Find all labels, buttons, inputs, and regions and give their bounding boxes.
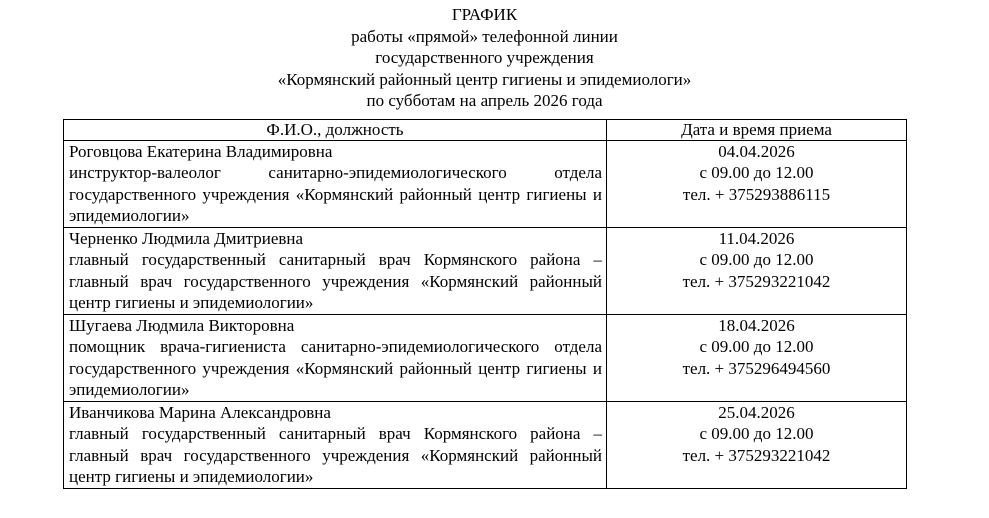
person-position: помощник врача-гигиениста санитарно-эпидемиологического отдела государственного учреждения «Кормянский районный центр гигиены и эпидемиологии»: [69, 337, 602, 399]
datetime-cell: [607, 227, 907, 314]
table-row: [64, 314, 907, 401]
person-name: Иванчикова Марина Александровна: [69, 402, 331, 422]
datetime-cell: [607, 401, 907, 488]
datetime-cell: [607, 140, 907, 227]
reception-date: 18.04.2026: [718, 315, 795, 335]
reception-time: с 09.00 до 12.00: [699, 163, 814, 182]
reception-date: 04.04.2026: [718, 141, 795, 161]
person-cell: [64, 140, 607, 227]
person-cell: [64, 227, 607, 314]
column-header-date-time: Дата и время приема: [607, 119, 907, 140]
document-title-block: [63, 4, 906, 112]
title-line-center-name: «Кормянский районный центр гигиены и эпидемиологи»: [277, 69, 692, 89]
table-row: [64, 140, 907, 227]
person-name: Шугаева Людмила Викторовна: [69, 315, 295, 335]
reception-date: 25.04.2026: [718, 402, 795, 422]
reception-time: с 09.00 до 12.00: [699, 337, 814, 356]
schedule-table: [63, 119, 907, 489]
person-position: главный государственный санитарный врач Кормянского района – главный врач государственного учреждения «Кормянский районный центр гигиены и эпидемиологии»: [69, 250, 602, 312]
title-line-period: по субботам на апрель 2026 года: [366, 91, 603, 110]
title-line-phone-line: работы «прямой» телефонной линии: [351, 26, 618, 46]
table-row: [64, 227, 907, 314]
reception-time: с 09.00 до 12.00: [699, 250, 814, 269]
datetime-cell: [607, 314, 907, 401]
reception-phone: тел. + 375293221042: [682, 271, 831, 291]
reception-phone: тел. + 375293221042: [682, 445, 831, 465]
person-position: инструктор-валеолог санитарно-эпидемиологического отдела государственного учреждения «Кормянский районный центр гигиены и эпидемиологии»: [69, 163, 602, 225]
person-position: главный государственный санитарный врач Кормянского района – главный врач государственного учреждения «Кормянский районный центр гигиены и эпидемиологии»: [69, 424, 602, 486]
person-cell: [64, 314, 607, 401]
table-row: [64, 401, 907, 488]
document-page: [63, 0, 906, 489]
reception-date: 11.04.2026: [718, 228, 795, 248]
reception-phone: тел. + 375296494560: [682, 358, 831, 378]
table-header-row: [64, 119, 907, 140]
person-cell: [64, 401, 607, 488]
title-line-grafik: ГРАФИК: [451, 5, 518, 24]
title-line-institution: государственного учреждения: [375, 48, 594, 67]
reception-time: с 09.00 до 12.00: [699, 424, 814, 443]
person-name: Черненко Людмила Дмитриевна: [69, 228, 304, 248]
column-header-name-position: Ф.И.О., должность: [64, 119, 607, 140]
reception-phone: тел. + 375293886115: [682, 184, 831, 204]
person-name: Роговцова Екатерина Владимировна: [69, 141, 333, 161]
